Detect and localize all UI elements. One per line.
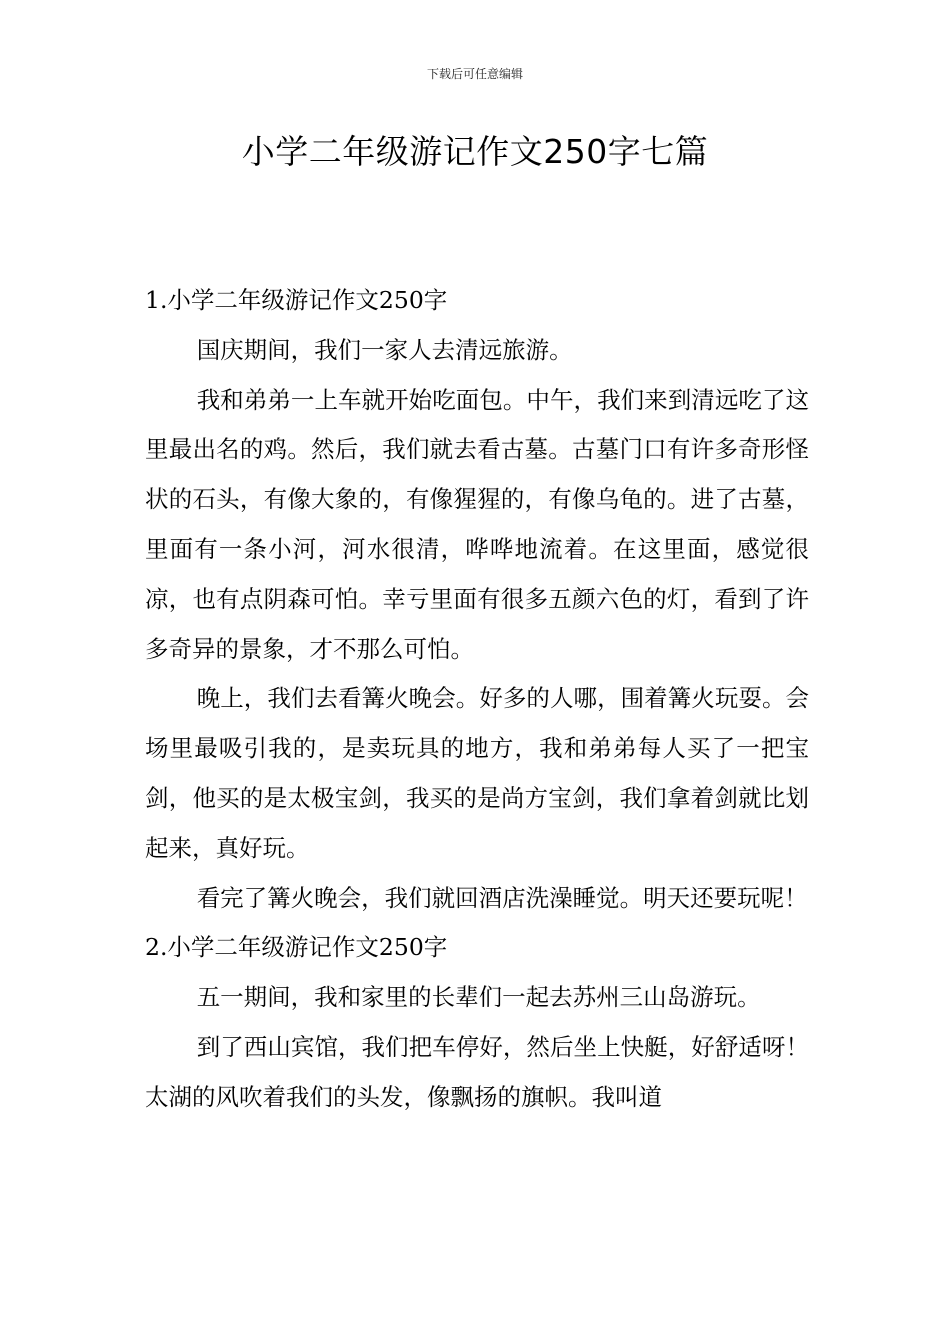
document-body bbox=[145, 276, 809, 1123]
paragraph: 我和弟弟一上车就开始吃面包。中午，我们来到清远吃了这里最出名的鸡。然后，我们就去看古墓。古墓门口有许多奇形怪状的石头，有像大象的，有像猩猩的，有像乌龟的。进了古墓，里面有一条小河，河水很清，哗哗地流着。在这里面，感觉很凉，也有点阴森可怕。幸亏里面有很多五颜六色的灯，看到了许多奇异的景象，才不那么可怕。 bbox=[145, 385, 809, 663]
document-title: 小学二年级游记作文250字七篇 bbox=[241, 132, 709, 171]
header-note: 下载后可任意编辑 bbox=[426, 67, 523, 81]
paragraph: 晚上，我们去看篝火晚会。好多的人哪，围着篝火玩耍。会场里最吸引我的，是卖玩具的地方，我和弟弟每人买了一把宝剑，他买的是太极宝剑，我买的是尚方宝剑，我们拿着剑就比划起来，真好玩。 bbox=[145, 684, 809, 862]
paragraph: 看完了篝火晚会，我们就回酒店洗澡睡觉。明天还要玩呢！ bbox=[196, 883, 808, 912]
section-heading-1: 1.小学二年级游记作文250字 bbox=[145, 286, 448, 314]
paragraph: 到了西山宾馆，我们把车停好，然后坐上快艇，好舒适呀！太湖的风吹着我们的头发，像飘扬的旗帜。我叫道 bbox=[145, 1032, 809, 1111]
paragraph: 五一期间，我和家里的长辈们一起去苏州三山岛游玩。 bbox=[196, 983, 761, 1012]
section-heading-2: 2.小学二年级游记作文250字 bbox=[145, 933, 448, 962]
paragraph: 国庆期间，我们一家人去清远旅游。 bbox=[196, 335, 573, 364]
